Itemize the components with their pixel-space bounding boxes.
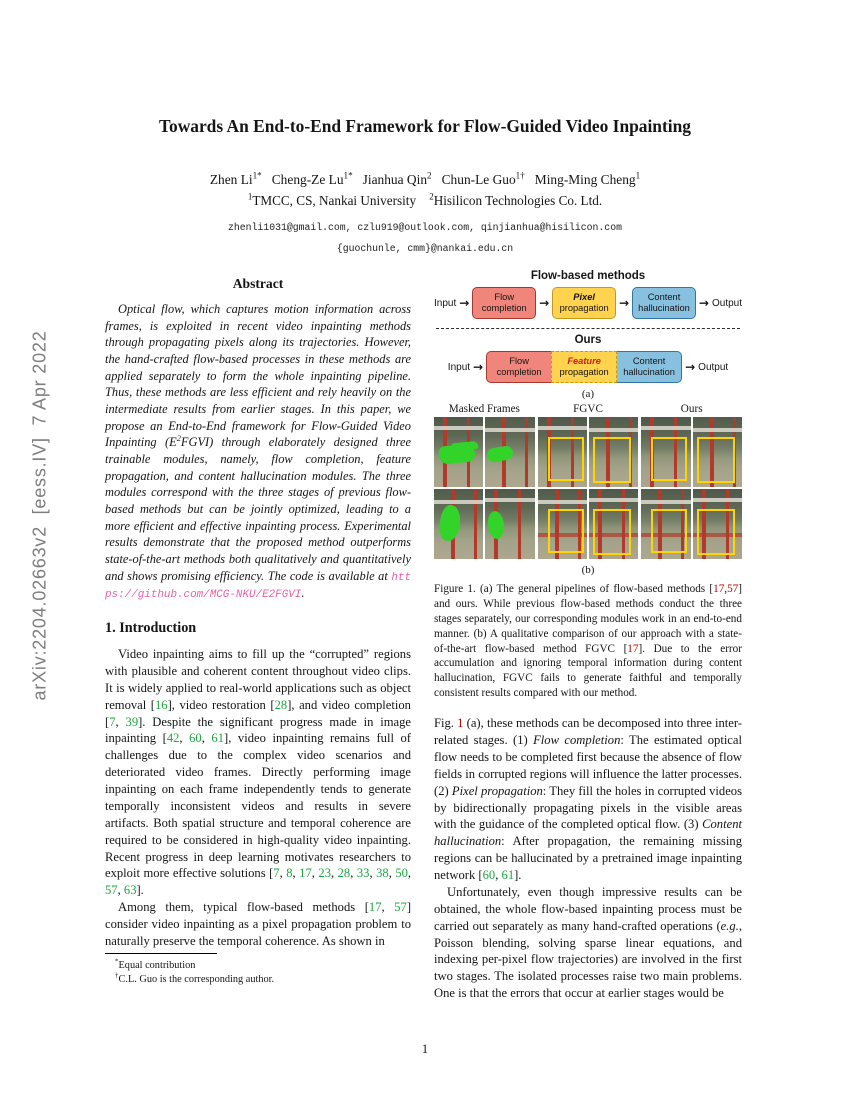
- group-label-masked-frames: Masked Frames: [448, 403, 520, 415]
- ours-result-image: [693, 417, 742, 487]
- text-segment: 1*: [343, 170, 353, 181]
- fgvc-result-image: [589, 489, 638, 559]
- divider-dashed: [436, 328, 740, 329]
- citation: 50: [395, 866, 408, 881]
- text-segment: Cheng-Ze Lu: [271, 172, 344, 187]
- text-segment: Content hallucination: [434, 817, 742, 849]
- text-segment: ,: [201, 731, 212, 746]
- text-segment: FGVI) through elaborately designed three trainable modules, namely, flow completion, feature propagation, and content hallucination modules. The three modules correspond with the three stages of previous flow-based methods but can be jointly optimized, leading to a more efficient and effective inpainting process. Experimental results demonstrate that the proposed method outperforms state-of-the-art methods both qualitatively and quantitatively and shows promising efficiency. The code is available at: [105, 435, 412, 583]
- arrow-icon: →: [473, 360, 484, 374]
- citation: 60: [189, 731, 202, 746]
- text-segment: Fig.: [434, 716, 458, 731]
- text-segment: .: [301, 586, 305, 601]
- flow-completion-box: [472, 287, 536, 319]
- text-segment: Pixel propagation: [451, 783, 543, 798]
- masked-frame-image: [485, 417, 534, 487]
- input-label: Input: [434, 297, 457, 309]
- box-label: propagation: [559, 303, 609, 313]
- fgvc-result-image: [538, 489, 587, 559]
- pipeline-title-flow-based: Flow-based methods: [530, 270, 646, 282]
- text-segment: e.g.: [720, 918, 739, 933]
- section-heading-introduction: 1. Introduction: [105, 620, 197, 637]
- comparison-column-labels: [434, 403, 742, 415]
- arrow-icon: →: [459, 296, 470, 310]
- paper-title: Towards An End-to-End Framework for Flow-Guided Video Inpainting: [159, 116, 691, 136]
- masked-frame-image: [485, 489, 534, 559]
- text-segment: 1: [635, 170, 641, 181]
- text-segment: Hisilicon Technologies Co. Ltd.: [433, 193, 603, 208]
- citation: 28: [274, 697, 288, 712]
- text-segment: ,: [179, 731, 190, 746]
- text-segment: (a), these methods can be decomposed into three inter-related stages. (1): [434, 716, 742, 747]
- ours-result-image: [641, 417, 690, 487]
- citation: 39: [125, 714, 139, 729]
- box-label: Content: [647, 292, 681, 303]
- footnote-equal-contribution: [105, 959, 411, 973]
- citation: 60: [482, 868, 496, 882]
- text-segment: 1*: [252, 170, 262, 181]
- text-segment: ,: [350, 866, 357, 881]
- arrow-icon: →: [698, 296, 709, 310]
- box-label: Pixel: [573, 292, 595, 303]
- citation: 61: [501, 868, 515, 882]
- text-segment: Flow completion: [533, 733, 621, 747]
- figure-1: [434, 270, 742, 701]
- group-label-ours: Ours: [680, 403, 703, 415]
- text-segment: ].: [136, 883, 144, 898]
- content-hallucination-box: [632, 287, 696, 319]
- text-segment: Unfortunately, even though impressive results can be obtained, the whole flow-based inpainting process must be carried out separately as many hand-crafted operations (: [434, 884, 742, 933]
- fgvc-group: [538, 489, 639, 559]
- arrow-icon: →: [539, 296, 550, 310]
- citation: 28: [337, 866, 351, 881]
- text-segment: †: [115, 971, 119, 980]
- citation: 16: [155, 697, 168, 712]
- code-url-link[interactable]: https://github.com/MCG-NKU/E2FGVI: [105, 571, 411, 602]
- text-segment: ].: [514, 868, 522, 882]
- output-label: Output: [698, 361, 729, 373]
- box-label: hallucination: [623, 367, 675, 377]
- text-segment: Zhen Li: [209, 172, 253, 187]
- text-segment: ,: [388, 866, 396, 881]
- citation: 61: [211, 731, 225, 746]
- text-segment: ]. Due to the error accumulation and ignoring temporal information during content hallucination, FGVC fails to generate faithful and temporally consistent results compared with our method.: [434, 642, 742, 700]
- abstract-heading: Abstract: [232, 276, 284, 291]
- citation: 33: [356, 866, 370, 881]
- text-segment: ,: [115, 714, 126, 729]
- text-segment: ,: [369, 866, 377, 881]
- text-segment: ,: [381, 900, 395, 915]
- flow-completion-box: [486, 351, 551, 383]
- feature-propagation-box: [551, 351, 617, 383]
- text-segment: ,: [279, 866, 287, 881]
- text-segment: [416, 193, 429, 208]
- text-segment: 2: [176, 433, 181, 444]
- text-segment: ]. Despite the significant progress made in image inpainting [: [105, 714, 411, 746]
- citation: 17: [368, 900, 382, 915]
- text-segment: 1: [247, 191, 253, 202]
- text-segment: [525, 172, 535, 187]
- text-segment: ,: [495, 868, 502, 882]
- pixel-propagation-box: [552, 287, 616, 319]
- input-label: Input: [447, 361, 471, 373]
- text-segment: [432, 172, 442, 187]
- text-segment: : They fill the holes in corrupted videos by bidirectionally propagating pixels in the visible areas with the guidance of the completed optical flow. (3): [434, 783, 742, 832]
- email-line-2: {guochunle, cmm}@nankai.edu.cn: [336, 243, 514, 254]
- arrow-icon: →: [619, 296, 630, 310]
- figure-ref: 17: [713, 583, 725, 595]
- text-segment: Jianhua Qin: [362, 172, 428, 187]
- text-segment: : The estimated optical flow needs to be completed first because the absence of flow fields in corrupted regions will influence the latter processes. (2): [434, 733, 742, 798]
- box-label: Feature: [567, 356, 601, 367]
- masked-frames-group: [434, 417, 535, 487]
- citation: 7: [109, 714, 116, 729]
- ours-group: [641, 489, 742, 559]
- box-label: completion: [496, 367, 542, 377]
- author-line: [0, 172, 850, 188]
- text-segment: Video inpainting aims to fill up the “corrupted” regions with plausible and coherent content throughout video clips. It is widely applied to real-world applications such as object removal [: [105, 647, 411, 712]
- text-segment: TMCC, CS, Nankai University: [252, 193, 417, 208]
- footnote-corresponding-author: [105, 973, 411, 987]
- text-segment: [262, 172, 272, 187]
- citation: 42: [166, 731, 180, 746]
- figure-image-row-2: [434, 489, 742, 559]
- citation: 17: [299, 866, 312, 881]
- text-segment: Among them, typical flow-based methods [: [118, 900, 369, 915]
- text-segment: ], video restoration [: [167, 697, 275, 712]
- figure-ref: 57: [727, 583, 739, 595]
- text-segment: 1†: [515, 170, 525, 181]
- citation: 57: [394, 900, 407, 915]
- group-label-fgvc: FGVC: [573, 403, 603, 415]
- figure-ref: 1: [457, 716, 464, 731]
- masked-frame-image: [434, 489, 483, 559]
- text-segment: ] and ours. While previous flow-based methods conduct the three stages separately, our corresponding modules work in an end-to-end manner. (b) A qualitative comparison of our approach with a state-of-the-art flow-based method FGVC [: [434, 583, 742, 655]
- text-segment: Optical flow, which captures motion information across frames, is exploited in recent video inpainting methods through propagating pixels along its trajectories. However, the hand-crafted flow-based processes in these methods are applied separately to form the whole inpainting pipeline. Thus, these methods are less efficient and rely heavily on the intermediate results from earlier stages. In this paper, we propose an End-to-End framework for Flow-Guided Video Inpainting (E: [105, 302, 411, 450]
- abstract-text: [105, 301, 411, 603]
- text-segment: ,: [724, 583, 728, 595]
- masked-frames-group: [434, 489, 535, 559]
- box-label: hallucination: [638, 303, 690, 313]
- affiliation-line: [0, 193, 850, 209]
- text-segment: Equal contribution: [118, 960, 196, 971]
- fgvc-result-image: [589, 417, 638, 487]
- arxiv-watermark: arXiv:2204.02663v2 [eess.IV] 7 Apr 2022: [29, 330, 50, 701]
- citation: 63: [123, 883, 137, 898]
- text-segment: ], video inpainting remains full of challenges due to the complex video scenarios and deteriorated video frames. Directly performing image inpainting on each frame independently tends to generate temporally inconsistent videos and results in severe artifacts. Both spatial structure and temporal coherence are required to be considered in high-quality video inpainting. Recent progress in deep learning motivates researchers to exploit more effective solutions [: [105, 731, 412, 881]
- citation: 23: [318, 866, 331, 881]
- footnotes: [105, 950, 411, 1023]
- text-segment: Chun-Le Guo: [441, 172, 516, 187]
- arrow-icon: →: [685, 360, 696, 374]
- intro-paragraph-2: [105, 899, 411, 950]
- subfigure-label-a: (a): [581, 388, 595, 400]
- text-segment: : After propagation, the remaining missing regions can be hallucinated by a pretrained image inpainting network [: [434, 834, 742, 882]
- text-segment: ,: [292, 866, 300, 881]
- email-line-1: zhenli1031@gmail.com, czlu919@outlook.com, qinjianhua@hisilicon.com: [228, 222, 622, 233]
- left-column: [105, 276, 411, 950]
- end-to-end-module-group: [486, 351, 682, 383]
- citation: 38: [376, 866, 389, 881]
- col2-paragraph-2: [434, 884, 742, 1002]
- ours-result-image: [693, 489, 742, 559]
- text-segment: ] consider video inpainting as a pixel propagation problem to naturally preserve the temporal coherence. As shown in: [105, 900, 412, 948]
- intro-paragraph-1: [105, 646, 411, 899]
- box-label: Flow: [494, 292, 515, 303]
- text-segment: ], and video completion [: [105, 697, 411, 729]
- text-segment: C.L. Guo is the corresponding author.: [118, 974, 275, 986]
- box-label: Flow: [509, 356, 529, 367]
- fgvc-result-image: [538, 417, 587, 487]
- citation: 8: [286, 866, 293, 881]
- col2-paragraph-1: [434, 715, 742, 884]
- box-label: completion: [481, 303, 527, 313]
- text-segment: [353, 172, 363, 187]
- content-hallucination-box: [617, 351, 682, 383]
- text-segment: *: [115, 957, 119, 966]
- email-block: [0, 217, 850, 259]
- text-segment: Figure 1. (a) The general pipelines of flow-based methods [: [434, 583, 714, 595]
- box-label: propagation: [559, 367, 609, 377]
- footnote-rule: [105, 953, 217, 954]
- pipeline-ours: [434, 351, 742, 383]
- text-segment: 2: [429, 191, 434, 202]
- ours-result-image: [641, 489, 690, 559]
- output-label: Output: [711, 297, 743, 309]
- box-label: Content: [632, 356, 666, 367]
- text-segment: ,: [407, 866, 412, 881]
- figure-ref: 17: [627, 642, 639, 655]
- citation: 57: [105, 883, 118, 898]
- figure-image-row-1: [434, 417, 742, 487]
- text-segment: 2: [427, 170, 432, 181]
- masked-frame-image: [434, 417, 483, 487]
- right-column: [434, 268, 742, 1002]
- text-segment: ,: [117, 883, 124, 898]
- text-segment: ,: [311, 866, 319, 881]
- pipeline-flow-based: [434, 287, 742, 319]
- subfigure-label-b: (b): [581, 564, 595, 576]
- fgvc-group: [538, 417, 639, 487]
- figure-caption: [434, 582, 742, 701]
- page-number: 1: [421, 1042, 429, 1056]
- text-segment: ,: [330, 866, 338, 881]
- pipeline-title-ours: Ours: [574, 334, 602, 346]
- citation: 7: [273, 866, 280, 881]
- text-segment: , Poisson blending, solving sparse linear equations, and indexing per-pixel flow trajectories) are involved in the first two stages. The isolated processes raise two main problems. One is that the errors that occur at earlier stages would be: [434, 918, 742, 1001]
- ours-group: [641, 417, 742, 487]
- text-segment: Ming-Ming Cheng: [534, 172, 636, 187]
